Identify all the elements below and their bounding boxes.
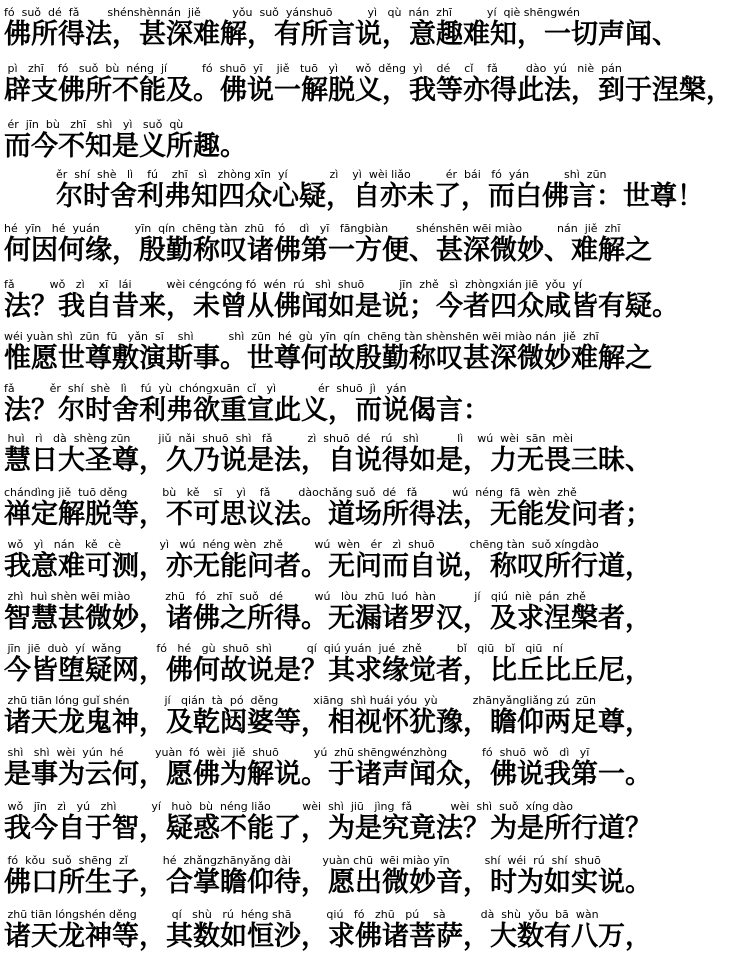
hanzi-text: 而今不知是义所趣。 [4, 131, 247, 162]
hanzi-text: 慧日大圣尊，久乃说是法，自说得如是，力无畏三昧、 [4, 445, 652, 476]
pinyin-annotation: fó suǒ dé fǎ shénshènnán jiě yǒu suǒ yánshuō yì qù nán zhī yí qiè shēngwén [4, 6, 580, 19]
text-line-2 [4, 62, 733, 116]
hanzi-text: 诸天龙鬼神，及乾闼婆等，相视怀犹豫，瞻仰两足尊， [4, 707, 652, 738]
hanzi-text: 我今自于智，疑惑不能了，为是究竟法？为是所行道？ [4, 813, 652, 844]
pinyin-annotation: zhū tiān lóngshén děng qí shù rú héng shā qiú fó zhū pú sà dà shù yǒu bā wàn [4, 908, 599, 921]
hanzi-text: 智慧甚微妙，诸佛之所得。无漏诸罗汉，及求涅槃者， [4, 603, 652, 634]
pinyin-annotation: fǎ wǒ zì xī lái wèi céngcóng fó wén rú shì shuō jīn zhě sì zhòngxián jiē yǒu yí [4, 278, 582, 291]
text-line-15 [4, 746, 652, 800]
hanzi-text: 法？我自昔来，未曾从佛闻如是说；今者四众咸皆有疑。 [4, 291, 679, 322]
pinyin-annotation: hé yīn hé yuán yīn qín chēng tàn zhū fó dì yī fāngbiàn shénshēn wēi miào nán jiě zhī [4, 222, 621, 235]
pinyin-annotation: wéi yuàn shì zūn fū yǎn sī shì shì zūn hé gù yīn qín chēng tàn shènshēn wēi miào nán jiě zhī [4, 330, 599, 343]
text-line-11 [4, 538, 652, 592]
hanzi-text: 诸天龙神等，其数如恒沙，求佛诸菩萨，大数有八万， [4, 921, 652, 952]
text-line-5 [4, 222, 652, 276]
pinyin-annotation: zhì huì shèn wēi miào zhū fó zhī suǒ dé wú lòu zhū luó hàn jí qiú niè pán zhě [4, 590, 586, 603]
text-line-9 [4, 432, 652, 486]
pinyin-annotation: huì rì dà shèng zūn jiǔ nǎi shuō shì fǎ zì shuō dé rú shì lì wú wèi sān mèi [4, 432, 573, 445]
text-line-16 [4, 800, 652, 854]
pinyin-annotation: wǒ jīn zì yú zhì yí huò bù néng liǎo wèi shì jiū jìng fǎ wèi shì suǒ xíng dào [4, 800, 573, 813]
hanzi-text: 今皆堕疑网，佛何故说是？其求缘觉者，比丘比丘尼， [4, 655, 652, 686]
pinyin-annotation: ěr shí shè lì fú zhī sì zhòng xīn yí zì yì wèi liǎo ér bái fó yán shì zūn [56, 168, 607, 181]
hanzi-text: 禅定解脱等，不可思议法。道场所得法，无能发问者； [4, 499, 652, 530]
pinyin-annotation: fó kǒu suǒ shēng zǐ hé zhǎngzhānyǎng dài yuàn chū wēi miào yīn shí wéi rú shí shuō [4, 854, 601, 867]
pinyin-annotation: pì zhī fó suǒ bù néng jí fó shuō yī jiě tuō yì wǒ děng yì dé cǐ fǎ dào yú niè pán [4, 62, 622, 75]
text-line-18 [4, 908, 652, 962]
text-line-6 [4, 278, 679, 332]
hanzi-text: 佛口所生子，合掌瞻仰待，愿出微妙音，时为如实说。 [4, 867, 652, 898]
pinyin-annotation: fǎ ěr shí shè lì fú yù chóngxuān cǐ yì ér shuō jì yán [4, 382, 407, 395]
text-line-4 [56, 168, 704, 222]
text-line-17 [4, 854, 652, 908]
pinyin-annotation: jīn jiē duò yí wǎng fó hé gù shuō shì qí qiú yuán jué zhě bǐ qiū bǐ qiū ní [4, 642, 563, 655]
hanzi-text: 法？尔时舍利弗欲重宣此义，而说偈言： [4, 395, 490, 426]
pinyin-annotation: wǒ yì nán kě cè yì wú néng wèn zhě wú wèn ér zì shuō chēng tàn suǒ xíngdào [4, 538, 599, 551]
text-line-8 [4, 382, 628, 436]
hanzi-text: 我意难可测，亦无能问者。无问而自说，称叹所行道， [4, 551, 652, 582]
text-line-13 [4, 642, 652, 696]
text-line-10 [4, 486, 652, 540]
pinyin-annotation: shì shì wèi yún hé yuàn fó wèi jiě shuō yú zhū shēngwénzhòng fó shuō wǒ dì yī [4, 746, 590, 759]
text-line-7 [4, 330, 652, 384]
text-line-14 [4, 694, 652, 748]
pinyin-annotation: zhū tiān lóng guǐ shén jí qián tà pó děng xiāng shì huái yóu yù zhānyǎngliǎng zú zūn [4, 694, 597, 707]
hanzi-text: 辟支佛所不能及。佛说一解脱义，我等亦得此法，到于涅槃， [4, 75, 733, 106]
hanzi-text: 惟愿世尊敷演斯事。世尊何故殷勤称叹甚深微妙难解之 [4, 343, 652, 374]
hanzi-text: 何因何缘，殷勤称叹诸佛第一方便、甚深微妙、难解之 [4, 235, 652, 266]
pinyin-annotation: chándìng jiě tuō děng bù kě sī yì fǎ dàochǎng suǒ dé fǎ wú néng fā wèn zhě [4, 486, 577, 499]
text-line-12 [4, 590, 652, 644]
pinyin-annotation: ér jīn bù zhī shì yì suǒ qù [4, 118, 184, 131]
text-line-1 [4, 6, 679, 60]
hanzi-text: 佛所得法，甚深难解，有所言说，意趣难知，一切声闻、 [4, 19, 679, 50]
text-line-3 [4, 118, 628, 172]
hanzi-text: 尔时舍利弗知四众心疑，自亦未了，而白佛言：世尊！ [56, 181, 704, 212]
hanzi-text: 是事为云何，愿佛为解说。于诸声闻众，佛说我第一。 [4, 759, 652, 790]
